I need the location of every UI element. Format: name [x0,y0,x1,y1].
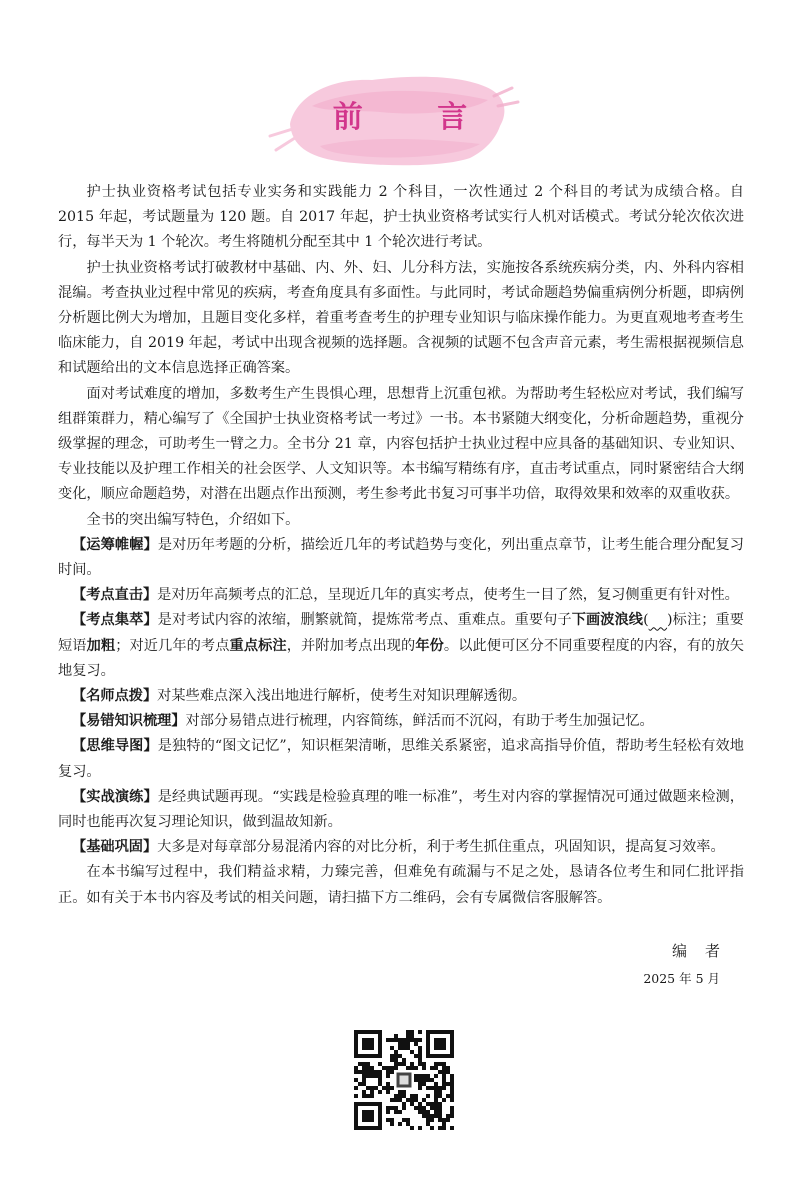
feature-text: 是对历年考题的分析，描绘近几年的考试趋势与变化，列出重点章节，让考生能合理分配复习时间。 [58,536,744,579]
feature-label: 【思维导图】 [72,738,158,755]
feature-label: 【易错知识梳理】 [72,713,186,730]
paragraph: 护士执业资格考试包括专业实务和实践能力 2 个科目，一次性通过 2 个科目的考试为成绩合格。自 2015 年起，考试题量为 120 题。自 2017 年起，护士执业资格考试实行人机对话模式。考试分轮次依次进行，每半天为 1 个轮次。考生将随机分配至其中 1 个轮次进行考试。 [58,184,744,251]
feature-label: 【名师点拨】 [72,688,158,705]
signature-date: 2025 年 5 月 [643,971,720,986]
emphasis-key-mark: 重点标注 [229,637,287,654]
feature-text: 大多是对每章部分易混淆内容的对比分析，利于考生抓住重点，巩固知识，提高复习效率。 [157,839,725,856]
feature-text: ，并附加考点出现的 [286,637,416,654]
feature-item [58,709,744,734]
feature-text: 是独特的“图文记忆”，知识框架清晰，思维关系紧密，追求高指导价值，帮助考生轻松有效地复习。 [58,738,744,780]
emphasis-bold: 加粗 [86,637,116,654]
feature-text: ；对近几年的考点 [115,637,230,654]
feature-item [58,684,744,709]
feature-text: ( [643,612,649,629]
feature-text: )标注；重要短语 [58,612,744,654]
qr-code-icon[interactable] [354,1030,454,1130]
feature-item [58,835,744,860]
feature-item [58,608,744,684]
feature-label: 【实战演练】 [72,788,158,805]
paragraph: 在本书编写过程中，我们精益求精，力臻完善，但难免有疏漏与不足之处，恳请各位考生和同仁批评指正。如有关于本书内容及考试的相关问题，请扫描下方二维码，会有专属微信客服解答。 [58,864,744,906]
emphasis-wavy-underline: 下画波浪线 [571,612,644,629]
feature-text: 对某些难点深入浅出地进行解析，使考生对知识理解透彻。 [157,688,527,705]
feature-text: 是对历年高频考点的汇总，呈现近几年的真实考点，使考生一目了然，复习侧重更有针对性。 [157,587,739,604]
preface-body [58,180,744,911]
feature-item [58,533,744,583]
paragraph: 全书的突出编写特色，介绍如下。 [86,511,300,528]
feature-text: 是对考试内容的浓缩，删繁就简，提炼常考点、重难点。重要句子 [157,612,572,629]
feature-text: 。以此便可区分不同重要程度的内容，有的放矢地复习。 [58,637,744,679]
feature-item [58,734,744,784]
paragraph: 护士执业资格考试打破教材中基础、内、外、妇、儿分科方法，实施按各系统疾病分类，内、外科内容相混编。考查执业过程中常见的疾病，考查角度具有多面性。与此同时，考试命题趋势偏重病例分析题，即病例分析题比例大为增加，且题目变化多样，着重考查考生的护理专业知识与临床操作能力。为更直观地考查考生临床能力，自 2019 年起，考试中出现含视频的选择题。含视频的试题不包含声音元素，考生需根据视频信息和试题给出的文本信息选择正确答案。 [58,259,744,377]
feature-text: 是经典试题再现。“实践是检验真理的唯一标准”，考生对内容的掌握情况可通过做题来检测，同时也能再次复习理论知识，做到温故知新。 [58,788,744,831]
feature-label: 【考点集萃】 [72,612,158,629]
page-title: 前 言 [332,100,500,135]
feature-text: 对部分易错点进行梳理，内容简练，鲜活而不沉闷，有助于考生加强记忆。 [185,713,654,730]
feature-item [58,785,744,835]
emphasis-year: 年份 [415,637,444,654]
paragraph: 面对考试难度的增加，多数考生产生畏惧心理，思想背上沉重包袱。为帮助考生轻松应对考试，我们编写组群策群力，精心编写了《全国护士执业资格考试一考过》一书。本书紧随大纲变化，分析命题趋势，重视分级掌握的理念，可助考生一臂之力。全书分 21 章，内容包括护士执业过程中应具备的基础知识、专业知识、专业技能以及护理工作相关的社会医学、人文知识等。本书编写精练有序，直击考试重点，同时紧密结合大纲变化，顺应命题趋势，对潜在出题点作出预测，考生参考此书复习可事半功倍，取得效果和效率的双重收获。 [58,385,744,503]
feature-item [58,583,744,608]
feature-label: 【考点直击】 [72,587,158,604]
wavy-line-sample [649,612,667,628]
author-signature: 编者 [671,942,738,960]
feature-label: 【基础巩固】 [72,839,158,856]
feature-label: 【运筹帷幄】 [72,536,158,553]
signature-block [643,940,738,987]
